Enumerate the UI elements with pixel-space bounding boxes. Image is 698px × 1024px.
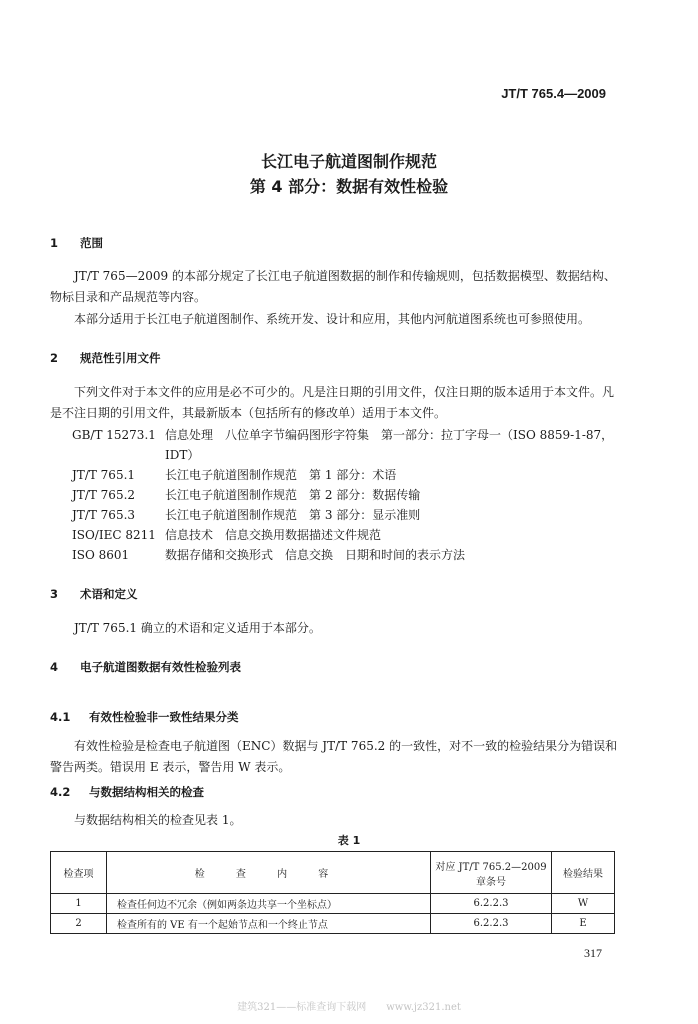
reference-item xyxy=(72,465,396,485)
section-1-paragraph-1: JT/T 765—2009 的本部分规定了长江电子航道图数据的制作和传输规则，包括数据模型、数据结构、物标目录和产品规范等内容。 xyxy=(50,269,616,304)
cell-result: E xyxy=(552,914,615,934)
section-title: 有效性检验非一致性结果分类 xyxy=(89,710,239,724)
section-number: 4 xyxy=(50,660,59,674)
reference-code: JT/T 765.2 xyxy=(72,488,136,502)
reference-title: 数据存储和交换形式 信息交换 日期和时间的表示方法 xyxy=(165,548,466,562)
reference-title: 长江电子航道图制作规范 第 1 部分：术语 xyxy=(165,468,397,482)
header-clause-line2: 章条号 xyxy=(476,876,506,888)
watermark: 建筑321——标准查询下载网 www.jz321.net xyxy=(237,1002,461,1013)
section-title: 规范性引用文件 xyxy=(80,351,161,365)
reference-item xyxy=(72,505,420,525)
cell-content: 检查所有的 VE 有一个起始节点和一个终止节点 xyxy=(107,914,431,934)
cell-item: 2 xyxy=(51,914,107,934)
section-2-heading xyxy=(50,350,161,366)
reference-code: ISO/IEC 8211 xyxy=(72,528,156,542)
cell-result: W xyxy=(552,894,615,914)
section-number: 3 xyxy=(50,587,59,601)
section-1-heading xyxy=(50,235,103,251)
cell-clause: 6.2.2.3 xyxy=(431,894,552,914)
reference-title: 信息技术 信息交换用数据描述文件规范 xyxy=(165,528,382,542)
section-number: 2 xyxy=(50,351,59,365)
reference-code: JT/T 765.1 xyxy=(72,468,136,482)
header-clause xyxy=(431,852,552,894)
section-number: 1 xyxy=(50,236,59,250)
reference-code: JT/T 765.3 xyxy=(72,508,136,522)
section-title: 电子航道图数据有效性检验列表 xyxy=(80,660,241,674)
document-subtitle: 第 4 部分：数据有效性检验 xyxy=(249,177,449,196)
section-title: 术语和定义 xyxy=(80,587,138,601)
cell-content: 检查任何边不冗余（例如两条边共享一个坐标点） xyxy=(107,894,431,914)
check-table xyxy=(50,851,615,934)
section-4-2-heading xyxy=(50,784,204,800)
section-4-heading xyxy=(50,659,241,675)
header-result: 检验结果 xyxy=(552,852,615,894)
reference-title: 长江电子航道图制作规范 第 3 部分：显示准则 xyxy=(165,508,421,522)
header-content-label: 检 查 内 容 xyxy=(194,869,343,880)
section-title: 范围 xyxy=(80,236,103,250)
reference-item xyxy=(72,425,613,445)
cell-clause: 6.2.2.3 xyxy=(431,914,552,934)
section-4-1-heading xyxy=(50,709,239,725)
cell-item: 1 xyxy=(51,894,107,914)
table-row xyxy=(51,894,615,914)
header-clause-line1: 对应 JT/T 765.2—2009 xyxy=(435,861,547,873)
reference-title-continued: IDT） xyxy=(165,448,200,462)
section-number: 4.2 xyxy=(50,785,71,799)
reference-item xyxy=(72,545,465,565)
section-3-paragraph-1: JT/T 765.1 确立的术语和定义适用于本部分。 xyxy=(74,621,321,635)
section-4-1-paragraph-1: 有效性检验是检查电子航道图（ENC）数据与 JT/T 765.2 的一致性，对不一致的检验结果分为错误和警告两类。错误用 E 表示，警告用 W 表示。 xyxy=(50,739,618,774)
reference-code: ISO 8601 xyxy=(72,548,130,562)
header-item: 检查项 xyxy=(51,852,107,894)
standard-number: JT/T 765.4—2009 xyxy=(501,86,606,101)
reference-item xyxy=(72,525,381,545)
document-title: 长江电子航道图制作规范 xyxy=(260,152,437,171)
section-3-heading xyxy=(50,586,138,602)
section-1-paragraph-2: 本部分适用于长江电子航道图制作、系统开发、设计和应用，其他内河航道图系统也可参照使用。 xyxy=(74,312,591,326)
page-number: 317 xyxy=(584,946,602,960)
section-4-2-paragraph-1: 与数据结构相关的检查见表 1。 xyxy=(74,813,242,827)
section-number: 4.1 xyxy=(50,710,71,724)
reference-title: 长江电子航道图制作规范 第 2 部分：数据传输 xyxy=(165,488,421,502)
section-title: 与数据结构相关的检查 xyxy=(89,785,204,799)
reference-title: 信息处理 八位单字节编码图形字符集 第一部分：拉丁字母一（ISO 8859-1-87， xyxy=(165,428,614,442)
table-caption: 表 1 xyxy=(337,834,361,847)
section-2-paragraph-1: 下列文件对于本文件的应用是必不可少的。凡是注日期的引用文件，仅注日期的版本适用于本文件。凡是不注日期的引用文件，其最新版本（包括所有的修改单）适用于本文件。 xyxy=(50,385,615,420)
reference-code: GB/T 15273.1 xyxy=(72,428,156,442)
table-header-row xyxy=(51,852,615,894)
reference-item xyxy=(72,485,420,505)
table-row xyxy=(51,914,615,934)
header-content xyxy=(107,852,431,894)
